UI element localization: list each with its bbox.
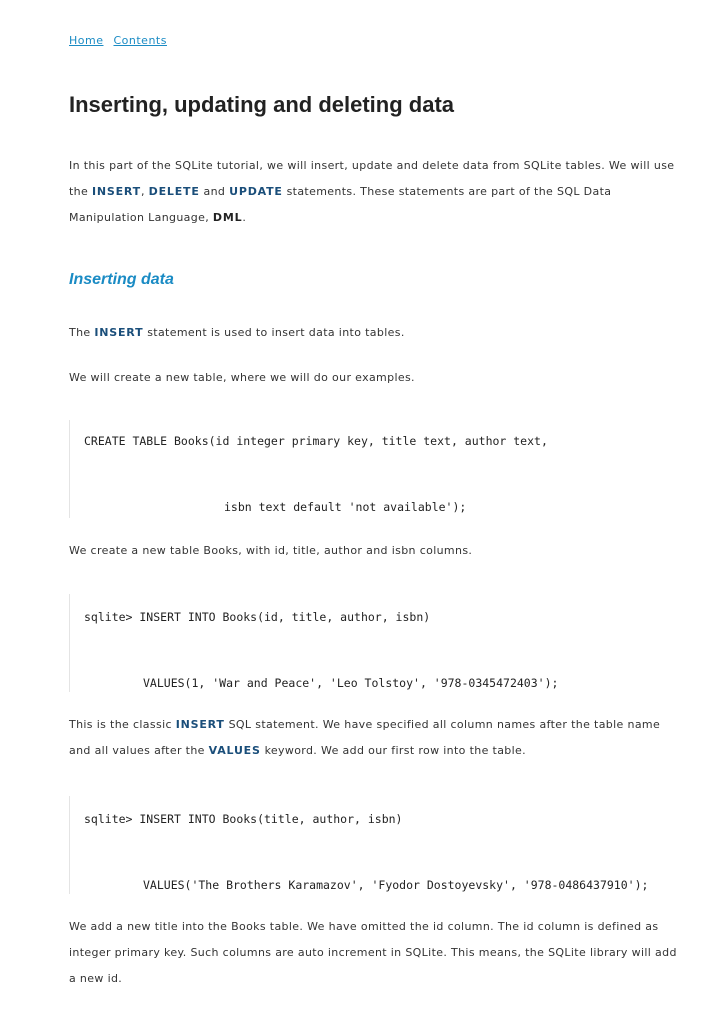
keyword: INSERT: [94, 326, 144, 339]
paragraph: [69, 712, 699, 764]
paragraph-line: integer primary key. Such columns are auto increment in SQLite. This means, the SQLite library will add: [69, 946, 677, 959]
code-block: [69, 594, 710, 692]
code-line: sqlite> INSERT INTO Books(title, author, isbn): [84, 812, 403, 826]
code-block: [69, 420, 710, 518]
keyword: DML: [212, 211, 243, 224]
keyword: UPDATE: [229, 185, 283, 198]
code-line: isbn text default 'not available');: [224, 500, 467, 514]
paragraph: The INSERT statement is used to insert data into tables.: [69, 326, 405, 339]
section-heading: Inserting data: [69, 271, 174, 288]
page-title: Inserting, updating and deleting data: [69, 92, 455, 117]
intro-line: the INSERT, DELETE and UPDATE statements. These statements are part of the SQL Data: [69, 185, 612, 198]
intro-line: Manipulation Language, DML.: [69, 211, 247, 224]
paragraph: We create a new table Books, with id, title, author and isbn columns.: [69, 544, 473, 557]
code-block: [69, 796, 710, 894]
intro-paragraph: [69, 153, 699, 231]
intro-line: In this part of the SQLite tutorial, we will insert, update and delete data from SQLite tables. We will use: [69, 159, 675, 172]
keyword: DELETE: [148, 185, 200, 198]
breadcrumb: [69, 34, 173, 47]
keyword: INSERT: [91, 185, 141, 198]
paragraph-line: a new id.: [69, 972, 123, 985]
keyword: VALUES: [208, 744, 261, 757]
paragraph-line: This is the classic INSERT SQL statement. We have specified all column names after the table name: [69, 718, 661, 731]
paragraph: [69, 914, 699, 992]
code-line: sqlite> INSERT INTO Books(id, title, author, isbn): [84, 610, 431, 624]
code-line: VALUES('The Brothers Karamazov', 'Fyodor Dostoyevsky', '978-0486437910');: [143, 878, 649, 892]
paragraph: We will create a new table, where we will do our examples.: [69, 371, 415, 384]
paragraph-line: and all values after the VALUES keyword. We add our first row into the table.: [69, 744, 526, 757]
contents-link[interactable]: Contents: [113, 34, 167, 47]
code-line: VALUES(1, 'War and Peace', 'Leo Tolstoy', '978-0345472403');: [143, 676, 559, 690]
code-line: CREATE TABLE Books(id integer primary key, title text, author text,: [84, 434, 548, 448]
paragraph-line: We add a new title into the Books table. We have omitted the id column. The id column is defined as: [69, 920, 659, 933]
home-link[interactable]: Home: [69, 34, 104, 47]
keyword: INSERT: [175, 718, 225, 731]
